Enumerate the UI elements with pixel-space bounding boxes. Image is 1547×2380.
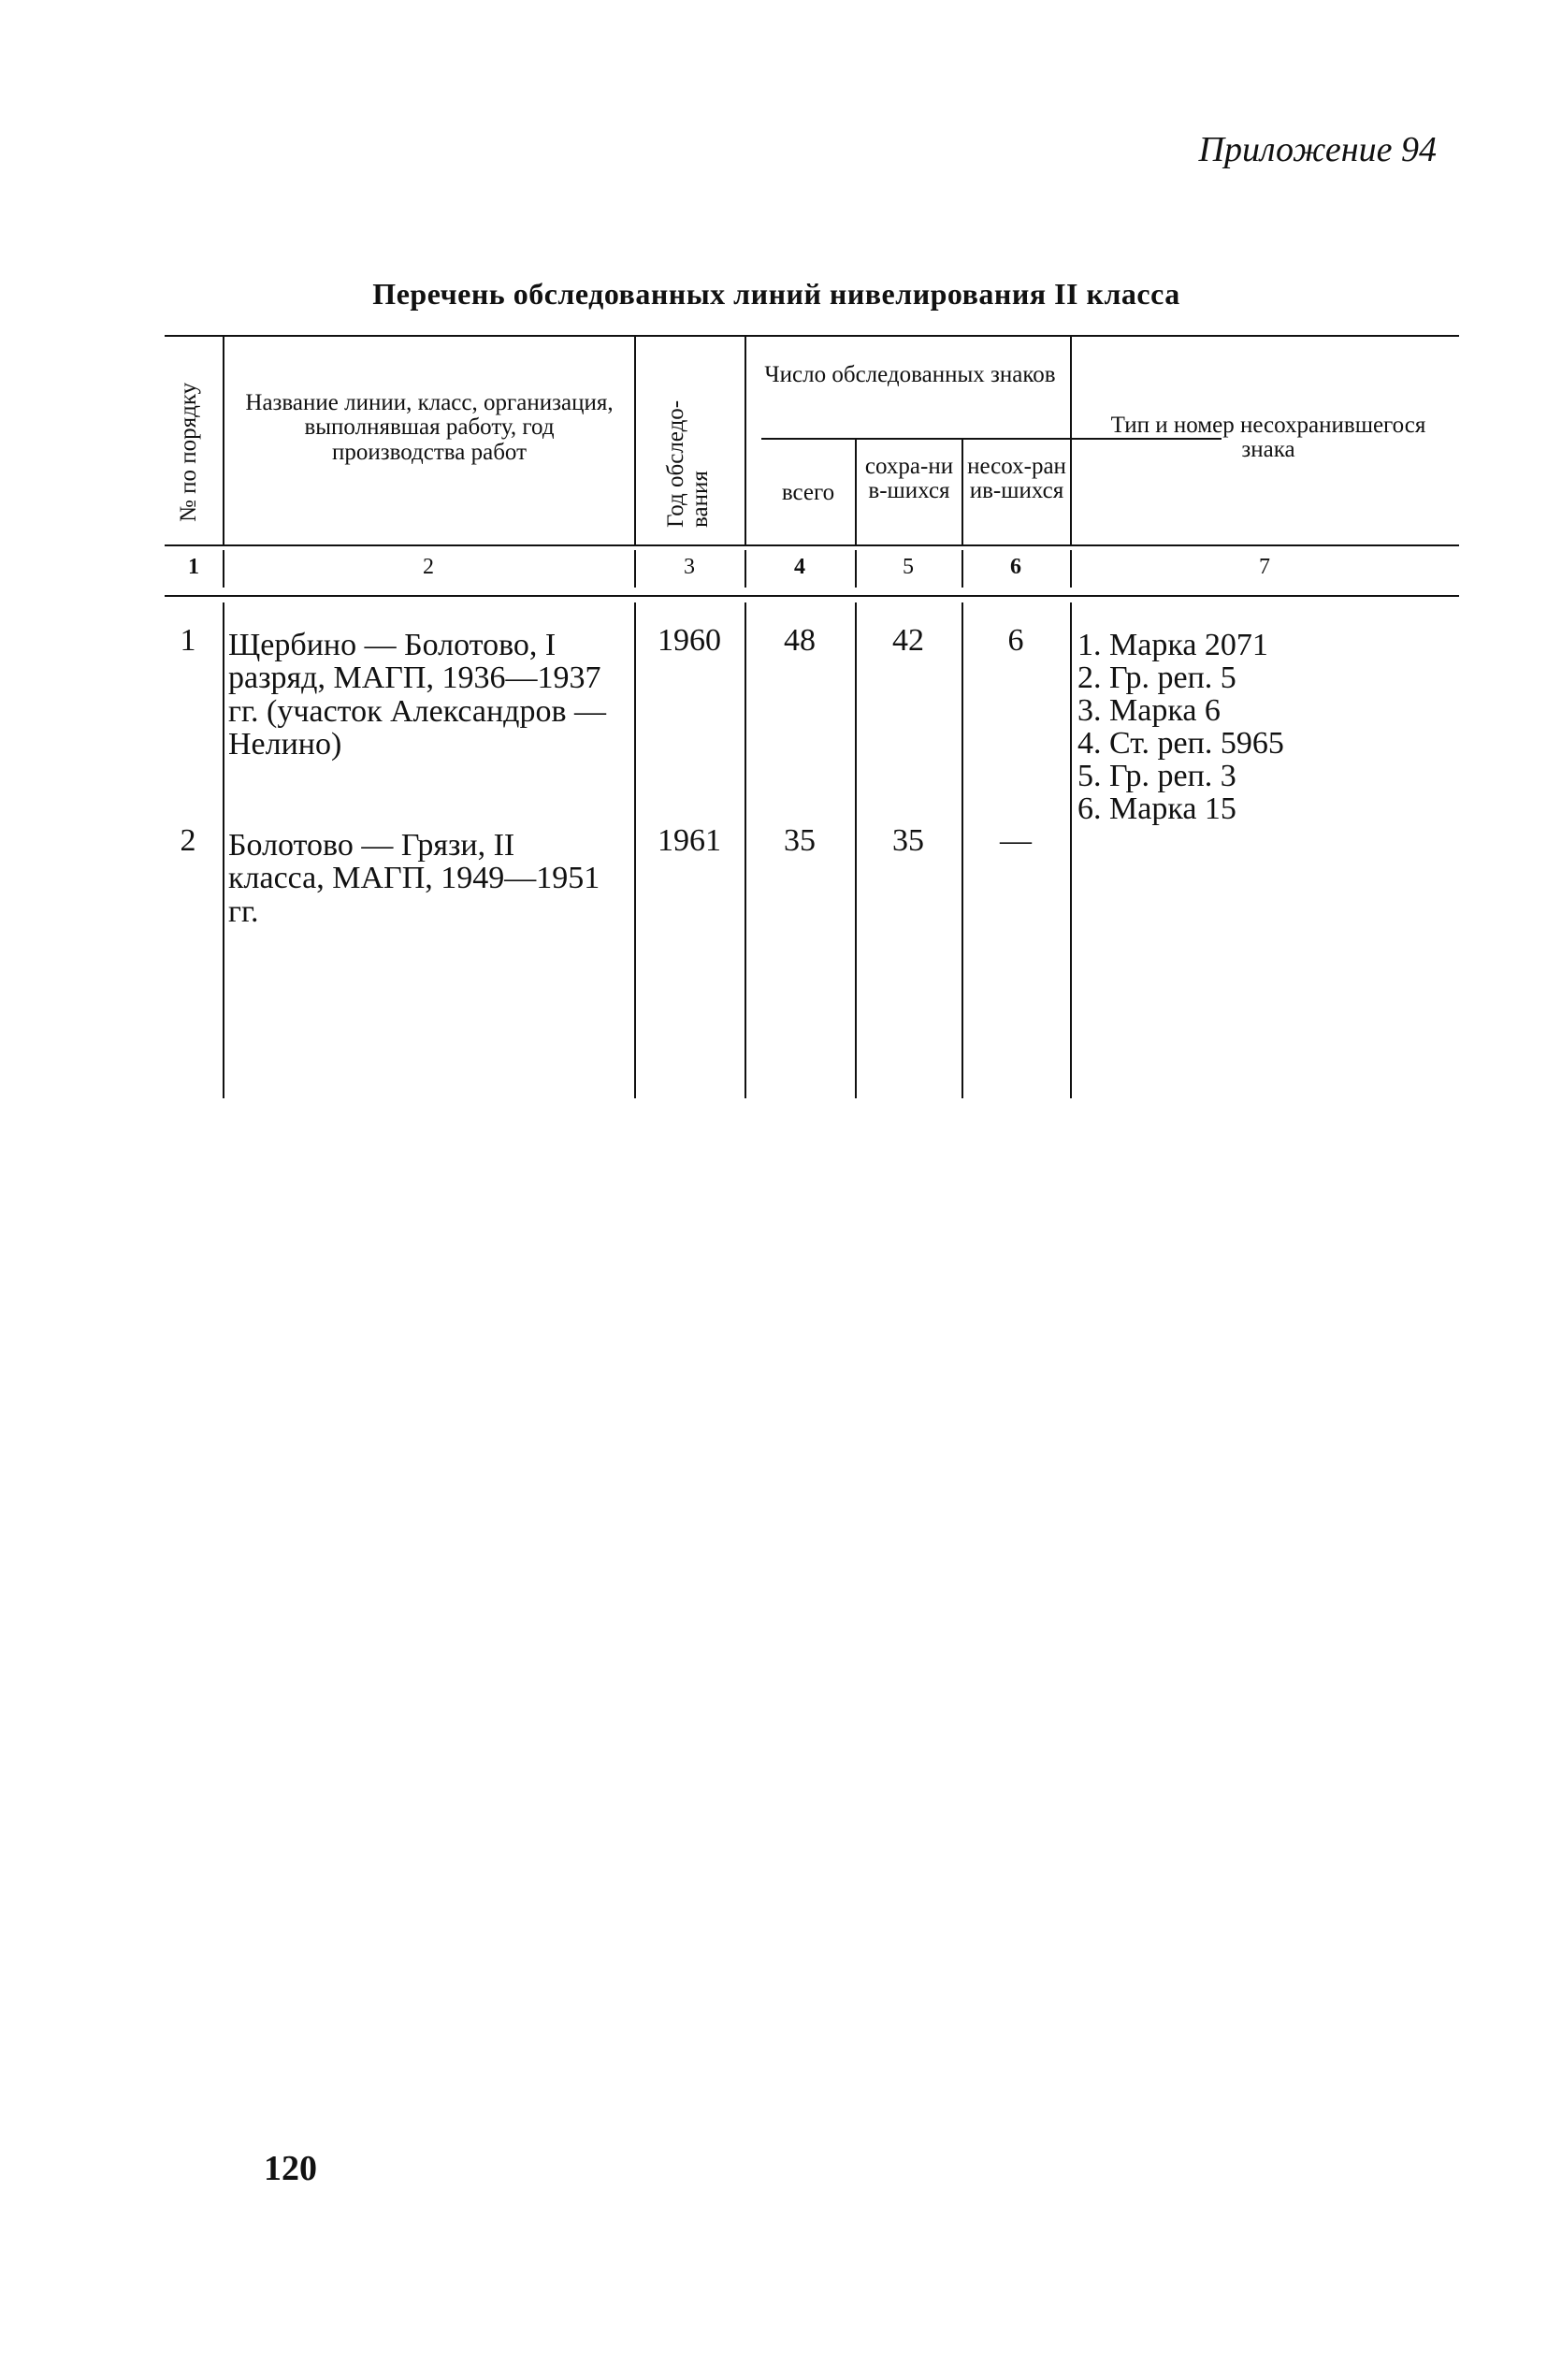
numbers-bottom-rule — [165, 595, 1459, 597]
col1-header: № по порядку — [176, 382, 201, 522]
col-num-3: 3 — [684, 555, 695, 579]
col-num-1: 1 — [188, 555, 199, 579]
row2-year: 1961 — [658, 823, 721, 858]
row1-year: 1960 — [658, 623, 721, 658]
row1-kept: 42 — [892, 623, 924, 658]
list-item: 5. Гр. реп. 3 — [1077, 759, 1236, 794]
row2-kept: 35 — [892, 823, 924, 858]
header-bottom-rule — [165, 544, 1459, 546]
col6-header: несох-ранив-шихся — [967, 454, 1066, 504]
appendix-label: Приложение 94 — [1198, 130, 1437, 169]
col-divider-3 — [745, 335, 746, 544]
col-divider-2 — [634, 335, 636, 544]
row1-name: Щербино — Болотово, I разряд, МАГП, 1936—1937 гг. (участок Александров — Нелино) — [228, 628, 607, 762]
list-item: 1. Марка 2071 — [1077, 628, 1268, 662]
lost-signs-list — [1077, 629, 1452, 825]
list-item: 3. Марка 6 — [1077, 693, 1221, 729]
row2-lost: — — [1000, 823, 1032, 858]
survey-table — [165, 335, 1459, 1102]
row1-no: 1 — [180, 623, 196, 658]
col-num-4: 4 — [794, 555, 805, 579]
row2-no: 2 — [180, 823, 196, 858]
col-num-6: 6 — [1010, 555, 1021, 579]
col-divider-4 — [855, 438, 857, 544]
col3-header — [664, 344, 714, 528]
col7-header: Тип и номер несохранившегося знака — [1110, 413, 1426, 463]
page-title: Перечень обследованных линий нивелирования II класса — [372, 277, 1180, 311]
body-divider-1 — [223, 602, 224, 1098]
row1-lost: 6 — [1007, 623, 1024, 658]
col3-header-text: Год обследо-вания — [663, 399, 714, 528]
col-divider-1 — [223, 335, 224, 544]
col-num-7: 7 — [1259, 555, 1270, 579]
col2-header: Название линии, класс, организация, выполнявшая работу, год производства работ — [245, 390, 614, 465]
list-item: 6. Марка 15 — [1077, 791, 1236, 827]
page-number: 120 — [264, 2149, 317, 2188]
col4-header: всего — [781, 480, 835, 505]
row2-name: Болотово — Грязи, II класса, МАГП, 1949—1951 гг. — [228, 828, 600, 929]
row2-total: 35 — [784, 823, 816, 858]
col5-header: сохра-нив-шихся — [864, 454, 954, 504]
col-num-5: 5 — [903, 555, 914, 579]
list-item: 2. Гр. реп. 5 — [1077, 660, 1236, 696]
body-divider-6 — [1070, 602, 1072, 1098]
row1-total: 48 — [784, 623, 816, 658]
col-divider-5 — [961, 438, 963, 544]
col-divider-6 — [1070, 335, 1072, 544]
col-num-2: 2 — [423, 555, 434, 579]
group-header: Число обследованных знаков — [764, 362, 1056, 387]
list-item: 4. Ст. реп. 5965 — [1077, 726, 1284, 762]
table-top-rule — [165, 335, 1459, 337]
